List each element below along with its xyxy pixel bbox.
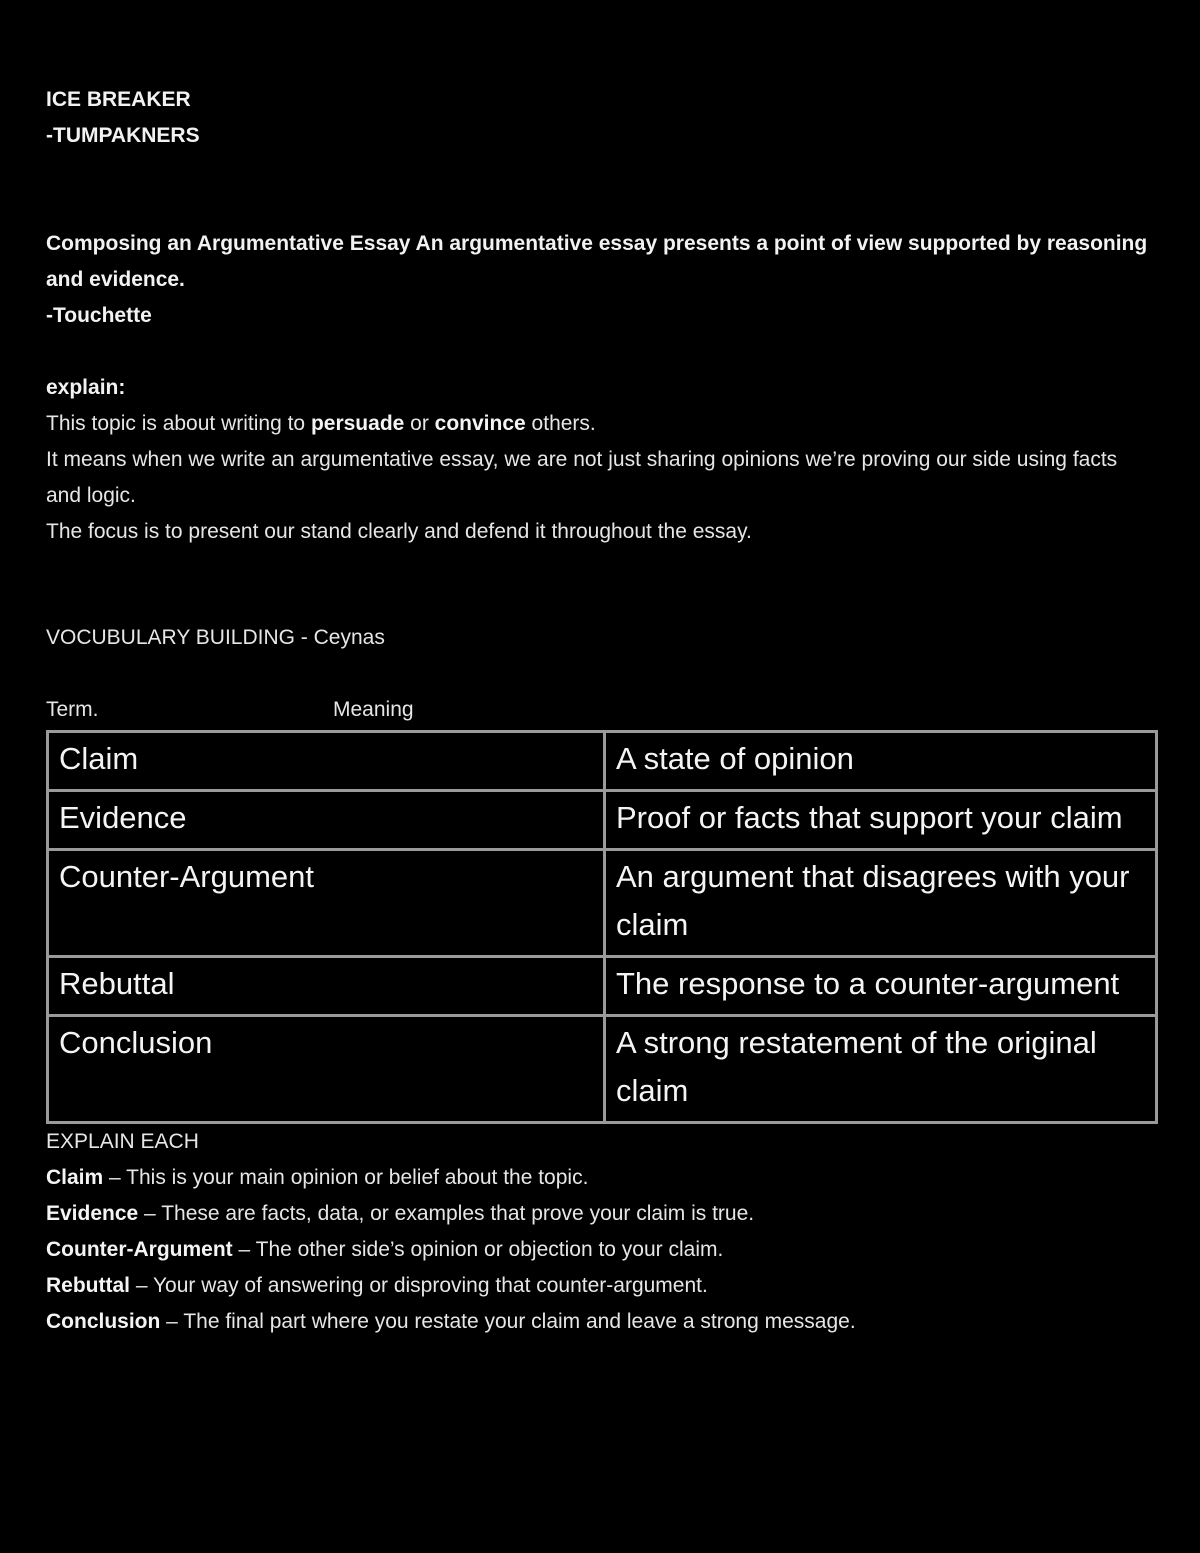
table-row — [48, 791, 1157, 850]
explain-item-term: Rebuttal — [46, 1274, 130, 1297]
explain-item-conclusion — [46, 1304, 1158, 1340]
term-cell: Evidence — [48, 791, 605, 850]
table-row — [48, 850, 1157, 957]
explain-item-term: Conclusion — [46, 1310, 161, 1333]
meaning-cell: A strong restatement of the original claim — [605, 1016, 1157, 1123]
meaning-cell: A state of opinion — [605, 732, 1157, 791]
vocabulary-table — [46, 730, 1158, 1124]
explain-item-term: Claim — [46, 1166, 104, 1189]
explain-line-2: It means when we write an argumentative essay, we are not just sharing opinions we’re proving our side using facts and logic. — [46, 448, 1118, 507]
vocabulary-column-headers — [46, 692, 1158, 728]
meaning-cell: Proof or facts that support your claim — [605, 791, 1157, 850]
explain-item-text: – The final part where you restate your claim and leave a strong message. — [160, 1310, 856, 1333]
table-row — [48, 957, 1157, 1016]
explain-label: explain: — [46, 376, 126, 399]
intro-author: -Touchette — [46, 304, 152, 327]
icebreaker-title: ICE BREAKER — [46, 88, 191, 111]
explain-item-rebuttal — [46, 1268, 1158, 1304]
explain-line-3: The focus is to present our stand clearly and defend it throughout the essay. — [46, 520, 752, 543]
document-page — [46, 82, 1158, 1340]
meaning-cell: An argument that disagrees with your claim — [605, 850, 1157, 957]
persuade-word: persuade — [310, 412, 405, 435]
explain-item-text: – This is your main opinion or belief about the topic. — [103, 1166, 589, 1189]
vocabulary-heading: VOCUBULARY BUILDING - Ceynas — [46, 626, 385, 649]
term-cell: Conclusion — [48, 1016, 605, 1123]
explain-line-1-end: others. — [525, 412, 596, 435]
explain-item-evidence — [46, 1196, 1158, 1232]
explain-line-1-mid: or — [404, 412, 435, 435]
term-column-header: Term. — [46, 698, 99, 721]
convince-word: convince — [434, 412, 526, 435]
meaning-column-header: Meaning — [333, 698, 414, 721]
table-row — [48, 1016, 1157, 1123]
explain-item-term: Counter-Argument — [46, 1238, 233, 1261]
explain-line-1-start: This topic is about writing to — [46, 412, 311, 435]
explain-line-1 — [46, 406, 1158, 442]
explain-item-claim — [46, 1160, 1158, 1196]
term-cell: Claim — [48, 732, 605, 791]
explain-item-text: – The other side’s opinion or objection to your claim. — [232, 1238, 724, 1261]
explain-item-counter-argument — [46, 1232, 1158, 1268]
table-row — [48, 732, 1157, 791]
term-cell: Counter-Argument — [48, 850, 605, 957]
explain-item-text: – These are facts, data, or examples that prove your claim is true. — [138, 1202, 755, 1225]
meaning-cell: The response to a counter-argument — [605, 957, 1157, 1016]
explain-item-term: Evidence — [46, 1202, 139, 1225]
explain-item-text: – Your way of answering or disproving that counter-argument. — [130, 1274, 708, 1297]
explain-each-title: EXPLAIN EACH — [46, 1130, 199, 1153]
icebreaker-author: -TUMPAKNERS — [46, 124, 200, 147]
intro-text: Composing an Argumentative Essay An argumentative essay presents a point of view supported by reasoning and evidence. — [46, 232, 1148, 291]
term-cell: Rebuttal — [48, 957, 605, 1016]
